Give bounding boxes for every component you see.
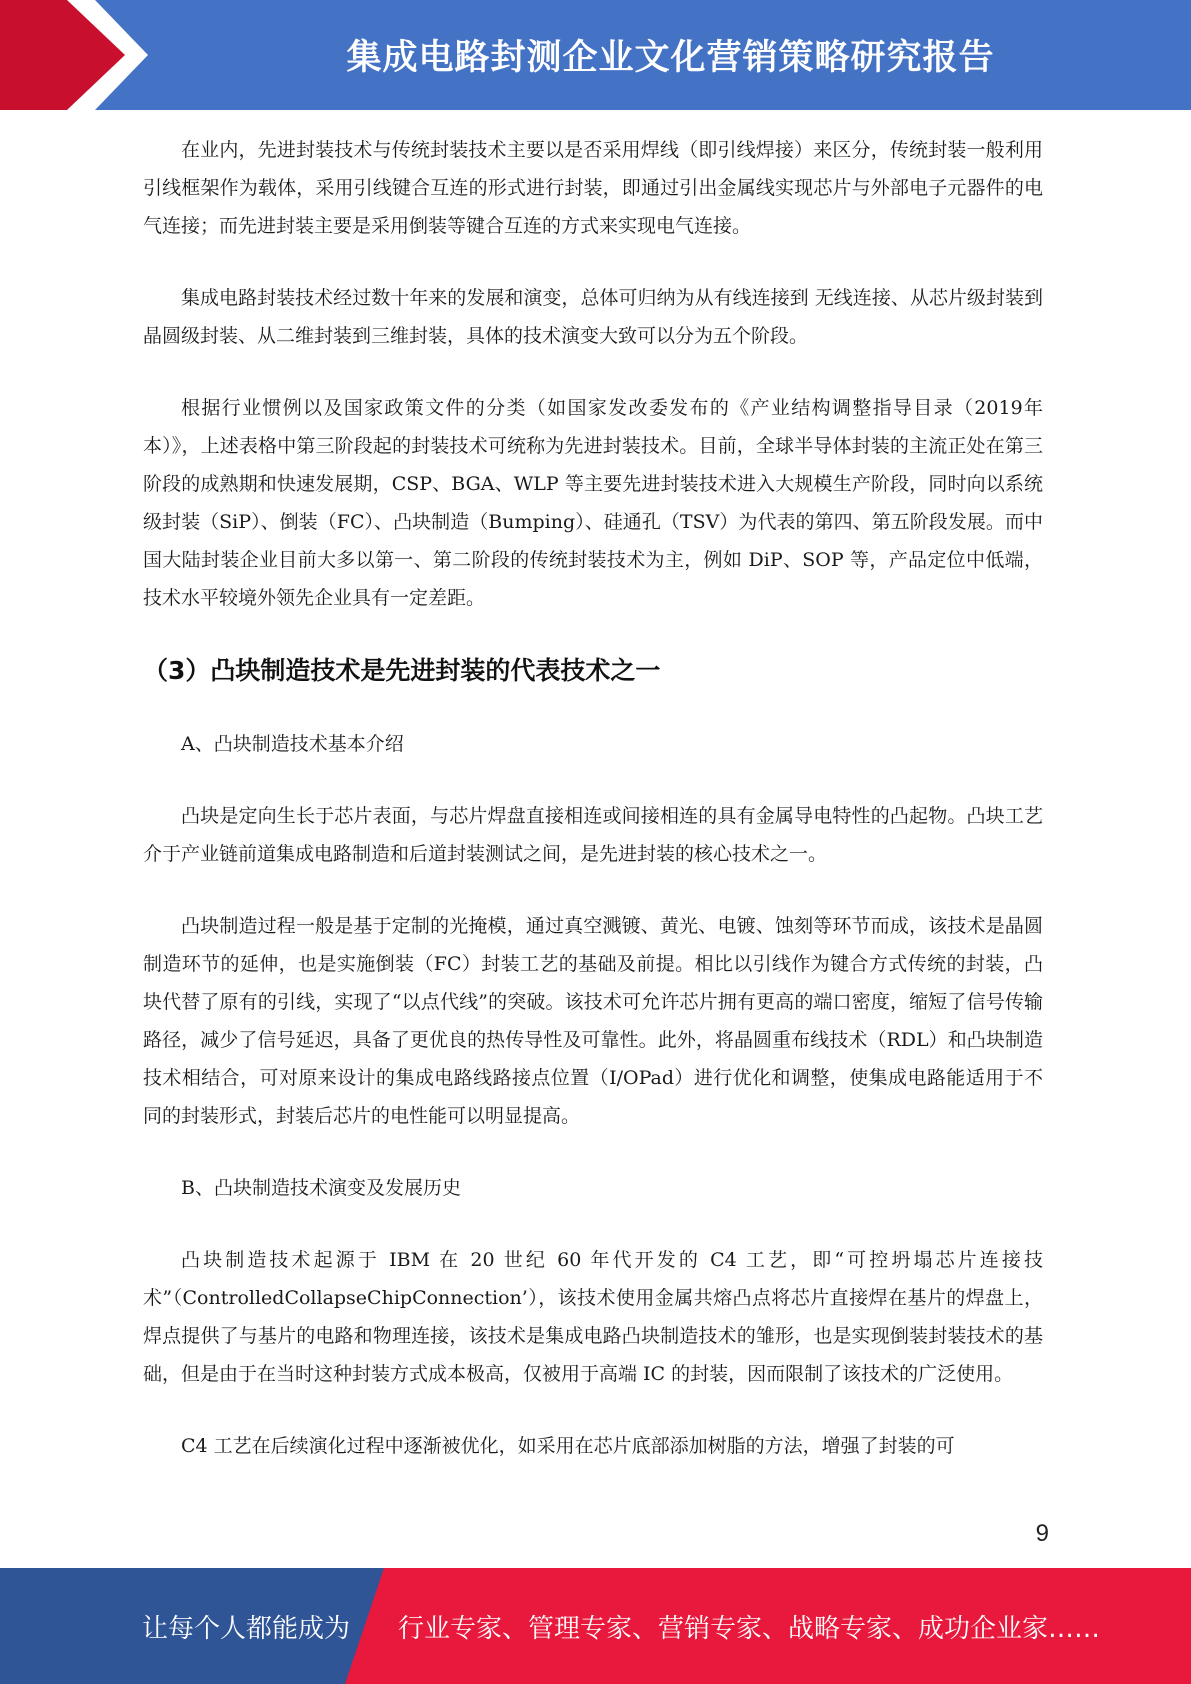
paragraph: C4 工艺在后续演化过程中逐渐被优化，如采用在芯片底部添加树脂的方法，增强了封装的可 xyxy=(181,1435,955,1457)
paragraph: 集成电路封装技术经过数十年来的发展和演变，总体可归纳为从有线连接到 无线连接、从芯片级封装到晶圆级封装、从二维封装到三维封装，具体的技术演变大致可以分为五个阶段。 xyxy=(143,287,1043,347)
paragraph: 在业内，先进封装技术与传统封装技术主要以是否采用焊线（即引线焊接）来区分，传统封装一般利用引线框架作为载体，采用引线键合互连的形式进行封装，即通过引出金属线实现芯片与外部电子元器件的电气连接；而先进封装主要是采用倒装等键合互连的方式来实现电气连接。 xyxy=(143,139,1043,237)
footer-slogan-left: 让每个人都能成为 xyxy=(142,1613,351,1644)
header-arrow-decoration xyxy=(0,0,200,110)
subsection-heading-b: B、凸块制造技术演变及发展历史 xyxy=(181,1177,461,1199)
page-footer xyxy=(0,1568,1191,1684)
header-title: 集成电路封测企业文化营销策略研究报告 xyxy=(346,38,995,78)
subsection-heading-a: A、凸块制造技术基本介绍 xyxy=(181,733,404,755)
document-body xyxy=(143,131,1043,1499)
paragraph: 凸块是定向生长于芯片表面，与芯片焊盘直接相连或间接相连的具有金属导电特性的凸起物。凸块工艺介于产业链前道集成电路制造和后道封装测试之间，是先进封装的核心技术之一。 xyxy=(143,805,1043,865)
paragraph: 凸块制造技术起源于 IBM 在 20 世纪 60 年代开发的 C4 工艺，即“可控坍塌芯片连接技术”（ControlledCollapseChipConnection’），该技术使用金属共熔凸点将芯片直接焊在基片的焊盘上，焊点提供了与基片的电路和物理连接，该技术是集成电路凸块制造技术的雏形，也是实现倒装封装技术的基础，但是由于在当时这种封装方式成本极高，仅被用于高端 IC 的封装，因而限制了该技术的广泛使用。 xyxy=(143,1249,1043,1385)
footer-slogan-right: 行业专家、管理专家、营销专家、战略专家、成功企业家…… xyxy=(398,1613,1101,1644)
page-number: 9 xyxy=(1035,1520,1049,1547)
section-heading: （3）凸块制造技术是先进封装的代表技术之一 xyxy=(143,656,661,685)
paragraph: 根据行业惯例以及国家政策文件的分类（如国家发改委发布的《产业结构调整指导目录（2019年本）》，上述表格中第三阶段起的封装技术可统称为先进封装技术。目前，全球半导体封装的主流正处在第三阶段的成熟期和快速发展期，CSP、BGA、WLP 等主要先进封装技术进入大规模生产阶段，同时向以系统级封装（SiP）、倒装（FC）、凸块制造（Bumping）、硅通孔（TSV）为代表的第四、第五阶段发展。而中国大陆封装企业目前大多以第一、第二阶段的传统封装技术为主，例如 DiP、SOP 等，产品定位中低端，技术水平较境外领先企业具有一定差距。 xyxy=(143,397,1043,609)
page-header xyxy=(0,0,1191,110)
paragraph: 凸块制造过程一般是基于定制的光掩模，通过真空溅镀、黄光、电镀、蚀刻等环节而成，该技术是晶圆制造环节的延伸，也是实施倒装（FC）封装工艺的基础及前提。相比以引线作为键合方式传统的封装，凸块代替了原有的引线，实现了“以点代线”的突破。该技术可允许芯片拥有更高的端口密度，缩短了信号传输路径，减少了信号延迟，具备了更优良的热传导性及可靠性。此外，将晶圆重布线技术（RDL）和凸块制造技术相结合，可对原来设计的集成电路线路接点位置（I/OPad）进行优化和调整，使集成电路能适用于不同的封装形式，封装后芯片的电性能可以明显提高。 xyxy=(143,915,1043,1127)
